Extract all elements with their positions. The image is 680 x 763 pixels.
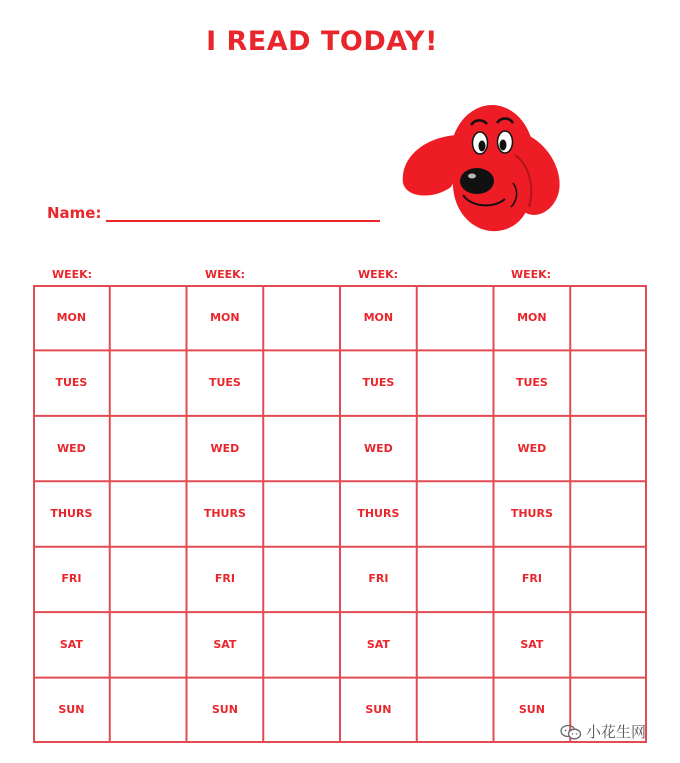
day-label-mon: MON — [363, 310, 394, 324]
reading-check-cell[interactable] — [112, 549, 185, 610]
day-label-wed: WED — [56, 441, 86, 455]
day-label-thurs: THURS — [510, 507, 553, 520]
reading-check-cell[interactable] — [572, 352, 645, 413]
week-label-3: WEEK: — [357, 268, 399, 281]
day-label-wed: WED — [517, 441, 547, 455]
day-label-mon: MON — [517, 310, 547, 324]
day-label-sun: SUN — [58, 703, 85, 717]
reading-check-cell[interactable] — [419, 549, 492, 610]
reading-check-cell[interactable] — [265, 483, 338, 544]
day-label-tues: TUES — [208, 376, 241, 390]
reading-check-cell[interactable] — [419, 483, 492, 544]
day-label-tues: TUES — [55, 376, 88, 390]
day-label-tues: TUES — [515, 376, 548, 390]
reading-check-cell[interactable] — [572, 549, 645, 610]
day-label-thurs: THURS — [357, 507, 400, 520]
reading-check-cell[interactable] — [572, 418, 645, 479]
reading-check-cell[interactable] — [419, 287, 492, 348]
day-label-sat: SAT — [213, 637, 237, 651]
watermark-text: 小花生网 — [586, 723, 647, 741]
day-label-tues: TUES — [362, 376, 395, 390]
red-dog-illustration — [395, 95, 570, 235]
name-field-line[interactable] — [106, 220, 380, 222]
week-label-2: WEEK: — [204, 268, 246, 281]
reading-check-cell[interactable] — [265, 418, 338, 479]
day-label-wed: WED — [210, 441, 240, 455]
day-label-mon: MON — [56, 310, 87, 324]
week-label-1: WEEK: — [51, 268, 93, 281]
reading-check-cell[interactable] — [112, 680, 185, 741]
reading-check-cell[interactable] — [572, 614, 645, 675]
reading-check-cell[interactable] — [112, 287, 185, 348]
day-label-sat: SAT — [520, 637, 544, 651]
reading-check-cell[interactable] — [112, 352, 185, 413]
watermark — [560, 721, 646, 742]
reading-check-cell[interactable] — [265, 352, 338, 413]
week-label-4: WEEK: — [510, 268, 552, 281]
page-title: I READ TODAY! — [206, 26, 438, 57]
reading-check-cell[interactable] — [112, 614, 185, 675]
reading-check-cell[interactable] — [419, 418, 492, 479]
reading-check-cell[interactable] — [112, 418, 185, 479]
reading-check-cell[interactable] — [265, 680, 338, 741]
name-label: Name: — [47, 204, 102, 222]
reading-check-cell[interactable] — [265, 549, 338, 610]
chat-bubbles-icon — [560, 723, 582, 741]
reading-check-cell[interactable] — [112, 483, 185, 544]
reading-check-cell[interactable] — [419, 352, 492, 413]
day-label-fri: FRI — [521, 572, 542, 586]
reading-check-cell[interactable] — [265, 287, 338, 348]
reading-check-cell[interactable] — [419, 680, 492, 741]
day-label-mon: MON — [210, 310, 240, 324]
reading-check-cell[interactable] — [265, 614, 338, 675]
reading-check-cell[interactable] — [572, 287, 645, 348]
day-label-sat: SAT — [59, 637, 83, 651]
day-label-sun: SUN — [365, 703, 392, 717]
day-label-wed: WED — [363, 441, 393, 455]
reading-check-cell[interactable] — [419, 614, 492, 675]
day-label-sun: SUN — [211, 703, 238, 717]
reading-log-grid — [33, 285, 647, 743]
day-label-fri: FRI — [368, 572, 389, 586]
day-label-thurs: THURS — [50, 507, 93, 520]
day-label-thurs: THURS — [203, 507, 246, 520]
day-label-sun: SUN — [518, 703, 545, 717]
day-label-fri: FRI — [214, 572, 235, 586]
reading-check-cell[interactable] — [572, 483, 645, 544]
day-label-fri: FRI — [61, 572, 82, 586]
day-label-sat: SAT — [366, 637, 390, 651]
